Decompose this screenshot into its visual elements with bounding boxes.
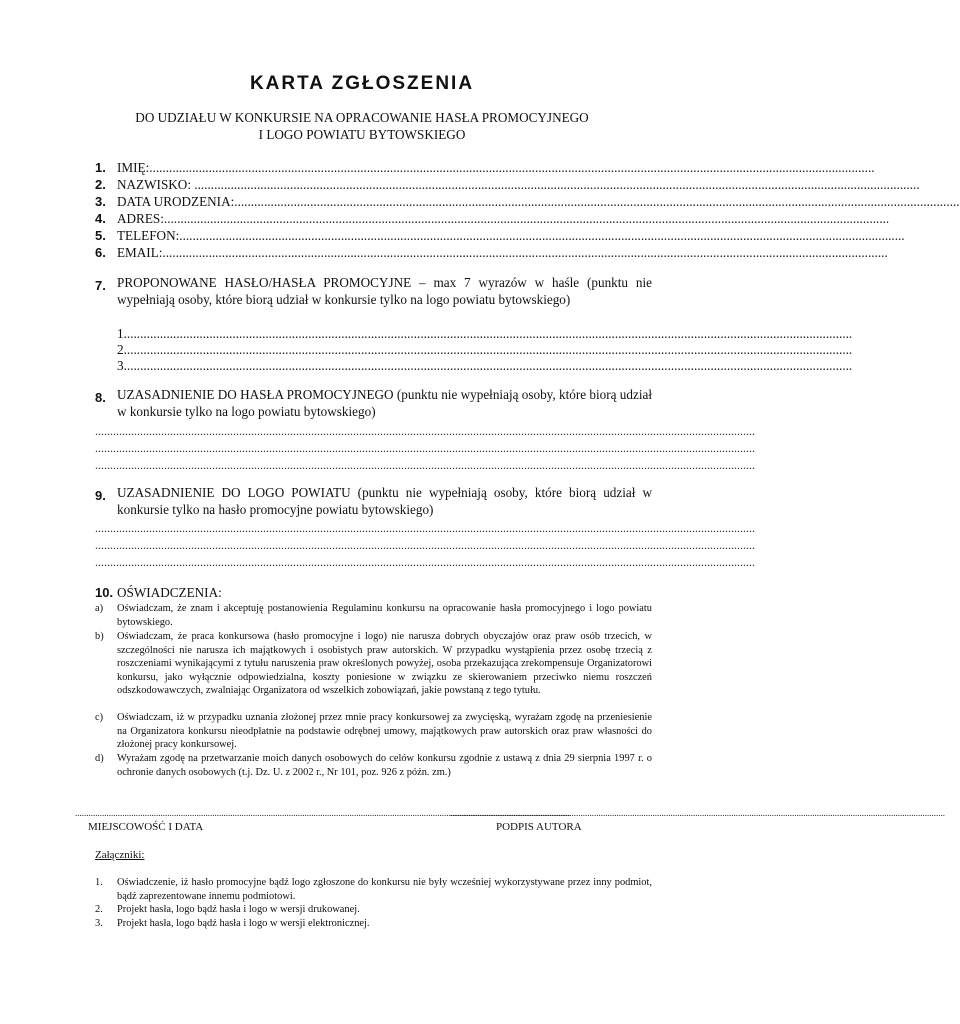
- justification-slogan-line-3[interactable]: [95, 457, 755, 474]
- fill-dots: ............................................................................................................................................................................................................................: [126, 326, 853, 341]
- statement-a: Oświadczam, że znam i akceptuję postanowienia Regulaminu konkursu na opracowanie hasła promocyjnego i logo powiatu bytowskiego.: [117, 603, 652, 628]
- field-label: NAZWISKO:: [117, 177, 195, 192]
- fill-dots: ............................................................................................................................................................................................................................: [163, 211, 890, 226]
- field-birthdate[interactable]: [117, 193, 960, 210]
- subtitle-line-1: DO UDZIAŁU W KONKURSIE NA OPRACOWANIE HASŁA PROMOCYJNEGO: [135, 110, 589, 125]
- statement-c: Oświadczam, iż w przypadku uznania złożonej przez mnie pracy konkursowej za zwycięską, wyrażam zgodę na przeniesienie na Organizatora konkursu nieodpłatnie na podstawie odrębnej umowy, majątkowych praw autorskich oraz praw własności do złożonej pracy konkursowej.: [117, 712, 652, 751]
- statement-d: Wyrażam zgodę na przetwarzanie moich danych osobowych do celów konkursu zgodnie z ustawą z dnia 29 sierpnia 1997 r. o ochronie danych osobowych (t.j. Dz. U. z 2002 r., Nr 101, poz. 926 z późn. zm.): [117, 753, 652, 778]
- section-9-number: 9.: [95, 488, 106, 503]
- field-number: 5.: [95, 228, 106, 243]
- attachment-number: 1.: [95, 877, 103, 888]
- fill-dots: ............................................................................................................................................................................................................................: [450, 808, 945, 818]
- statement-letter: b): [95, 631, 104, 642]
- field-label: EMAIL:: [117, 245, 163, 260]
- field-number: 4.: [95, 211, 106, 226]
- slogan-line-1[interactable]: [117, 325, 853, 342]
- field-label: TELEFON:: [117, 228, 180, 243]
- justification-logo-line-1[interactable]: [95, 520, 755, 537]
- fill-dots: ............................................................................................................................................................................................................................: [95, 555, 755, 569]
- item-number: 3.: [117, 358, 127, 373]
- statement-letter: d): [95, 753, 104, 764]
- field-number: 6.: [95, 245, 106, 260]
- fill-dots: ............................................................................................................................................................................................................................: [234, 194, 960, 209]
- field-email[interactable]: [117, 244, 888, 261]
- attachment-number: 2.: [95, 904, 103, 915]
- section-10-number: 10.: [95, 585, 114, 600]
- fill-dots: ............................................................................................................................................................................................................................: [95, 458, 755, 472]
- slogan-line-2[interactable]: [117, 341, 853, 358]
- field-label: ADRES:: [117, 211, 164, 226]
- fill-dots: ............................................................................................................................................................................................................................: [95, 521, 755, 535]
- fill-dots: ............................................................................................................................................................................................................................: [149, 160, 875, 175]
- justification-slogan-line-1[interactable]: [95, 423, 755, 440]
- field-label: IMIĘ:: [117, 160, 150, 175]
- section-8-text: UZASADNIENIE DO HASŁA PROMOCYJNEGO (punktu nie wypełniają osoby, które biorą udział w konkursie tylko na logo powiatu bytowskiego): [117, 387, 653, 419]
- field-number: 1.: [95, 160, 106, 175]
- statement-letter: c): [95, 712, 104, 723]
- section-8-number: 8.: [95, 390, 106, 405]
- attachments-title: Załączniki:: [95, 849, 145, 861]
- field-label: DATA URODZENIA:: [117, 194, 235, 209]
- fill-dots: ............................................................................................................................................................................................................................: [194, 177, 920, 192]
- subtitle-line-2: I LOGO POWIATU BYTOWSKIEGO: [258, 127, 466, 142]
- signature-label: PODPIS AUTORA: [496, 821, 582, 833]
- attachment-3: Projekt hasła, logo bądź hasła i logo w wersji elektronicznej.: [117, 918, 370, 929]
- section-10-title: OŚWIADCZENIA:: [117, 585, 222, 600]
- place-date-label: MIEJSCOWOŚĆ I DATA: [88, 821, 204, 833]
- slogan-line-3[interactable]: [117, 357, 853, 374]
- fill-dots: ............................................................................................................................................................................................................................: [95, 441, 755, 455]
- attachment-number: 3.: [95, 918, 103, 929]
- field-address[interactable]: [117, 210, 890, 227]
- fill-dots: ............................................................................................................................................................................................................................: [75, 808, 570, 818]
- statement-b: Oświadczam, że praca konkursowa (hasło promocyjne i logo) nie narusza dobrych obyczajów oraz praw osób trzecich, w szczególności nie narusza ich majątkowych i osobistych praw autorskich. W przypadku wystąpienia przez osobę trzecią z roszczeniami wynikającymi z tytułu naruszenia praw określonych powyżej, osoba przekazująca zrekompensuje Organizatorowi konkursu, jako wyłącznie odpowiedzialna, koszty poniesione w związku ze skierowaniem przeciwko niemu roszczeń odszkodowawczych, zwalniając Organizatora od wszelkich zobowiązań, jakie powstaną z tego tytułu.: [117, 631, 652, 697]
- justification-logo-line-2[interactable]: [95, 537, 755, 554]
- field-surname[interactable]: [117, 176, 920, 193]
- field-number: 2.: [95, 177, 106, 192]
- field-phone[interactable]: [117, 227, 905, 244]
- fill-dots: ............................................................................................................................................................................................................................: [126, 358, 853, 373]
- section-9-text: UZASADNIENIE DO LOGO POWIATU (punktu nie wypełniają osoby, które biorą udział w konkursie tylko na hasło promocyjne powiatu bytowskiego): [117, 485, 652, 517]
- statement-letter: a): [95, 603, 104, 614]
- attachment-2: Projekt hasła, logo bądź hasła i logo w wersji drukowanej.: [117, 904, 360, 915]
- justification-slogan-line-2[interactable]: [95, 440, 755, 457]
- item-number: 2.: [117, 342, 127, 357]
- fill-dots: ............................................................................................................................................................................................................................: [162, 245, 888, 260]
- attachment-1: Oświadczenie, iż hasło promocyjne bądź logo zgłoszone do konkursu nie były wcześniej wykorzystywane przez inny podmiot, bądź zaprezentowane innemu podmiotowi.: [117, 877, 652, 902]
- fill-dots: ............................................................................................................................................................................................................................: [95, 538, 755, 552]
- justification-logo-line-3[interactable]: [95, 554, 755, 571]
- document-title: KARTA ZGŁOSZENIA: [249, 73, 475, 94]
- field-number: 3.: [95, 194, 106, 209]
- fill-dots: ............................................................................................................................................................................................................................: [179, 228, 905, 243]
- item-number: 1.: [117, 326, 127, 341]
- fill-dots: ............................................................................................................................................................................................................................: [95, 424, 755, 438]
- field-name[interactable]: [117, 159, 875, 176]
- fill-dots: ............................................................................................................................................................................................................................: [126, 342, 853, 357]
- section-7-number: 7.: [95, 278, 106, 293]
- section-7-text: PROPONOWANE HASŁO/HASŁA PROMOCYJNE – max 7 wyrazów w haśle (punktu nie wypełniają osoby, które biorą udział w konkursie tylko na logo powiatu bytowskiego): [117, 275, 652, 307]
